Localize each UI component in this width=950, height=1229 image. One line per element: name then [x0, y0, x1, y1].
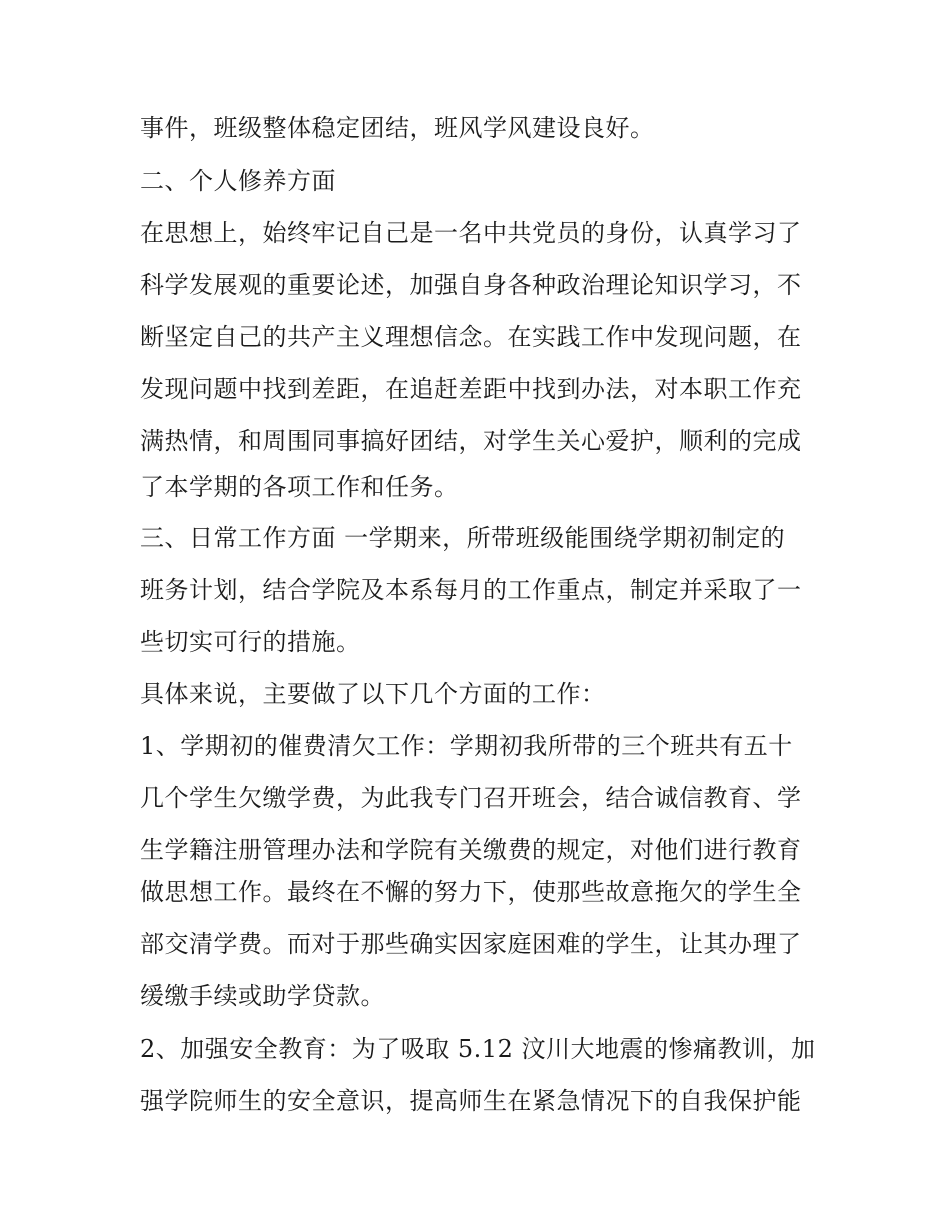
text-line: 缓缴手续或助学贷款。: [140, 982, 385, 1010]
text-line: 具体来说，主要做了以下几个方面的工作：: [140, 680, 606, 708]
text-line: 发现问题中找到差距，在追赶差距中找到办法，对本职工作充: [140, 375, 802, 403]
text-line: 生学籍注册管理办法和学院有关缴费的规定，对他们进行教育: [140, 836, 802, 864]
list-item: 1、学期初的催费清欠工作：学期初我所带的三个班共有五十: [140, 732, 793, 760]
section-heading: 三、日常工作方面 一学期来，所带班级能围绕学期初制定的: [140, 524, 786, 552]
text-line: 几个学生欠缴学费，为此我专门召开班会，结合诚信教育、学: [140, 784, 802, 812]
text-line: 班务计划，结合学院及本系每月的工作重点，制定并采取了一: [140, 576, 802, 604]
text-line: 做思想工作。最终在不懈的努力下，使那些故意拖欠的学生全: [140, 878, 802, 906]
text-line: 满热情，和周围同事搞好团结，对学生关心爱护，顺利的完成: [140, 427, 802, 455]
text-line: 些切实可行的措施。: [140, 628, 361, 656]
text-line: 部交清学费。而对于那些确实因家庭困难的学生，让其办理了: [140, 930, 802, 958]
text-line: 在思想上，始终牢记自己是一名中共党员的身份，认真学习了: [140, 219, 802, 247]
text-line: 强学院师生的安全意识，提高师生在紧急情况下的自我保护能: [140, 1087, 802, 1115]
text-line: 科学发展观的重要论述，加强自身各种政治理论知识学习，不: [140, 271, 802, 299]
text-line: 了本学期的各项工作和任务。: [140, 473, 459, 501]
text-line: 事件，班级整体稳定团结，班风学风建设良好。: [140, 114, 655, 142]
text-line: 断坚定自己的共产主义理想信念。在实践工作中发现问题，在: [140, 323, 802, 351]
list-item: 2、加强安全教育：为了吸取 5.12 汶川大地震的惨痛教训，加: [140, 1035, 816, 1063]
section-heading: 二、个人修养方面: [140, 167, 336, 195]
